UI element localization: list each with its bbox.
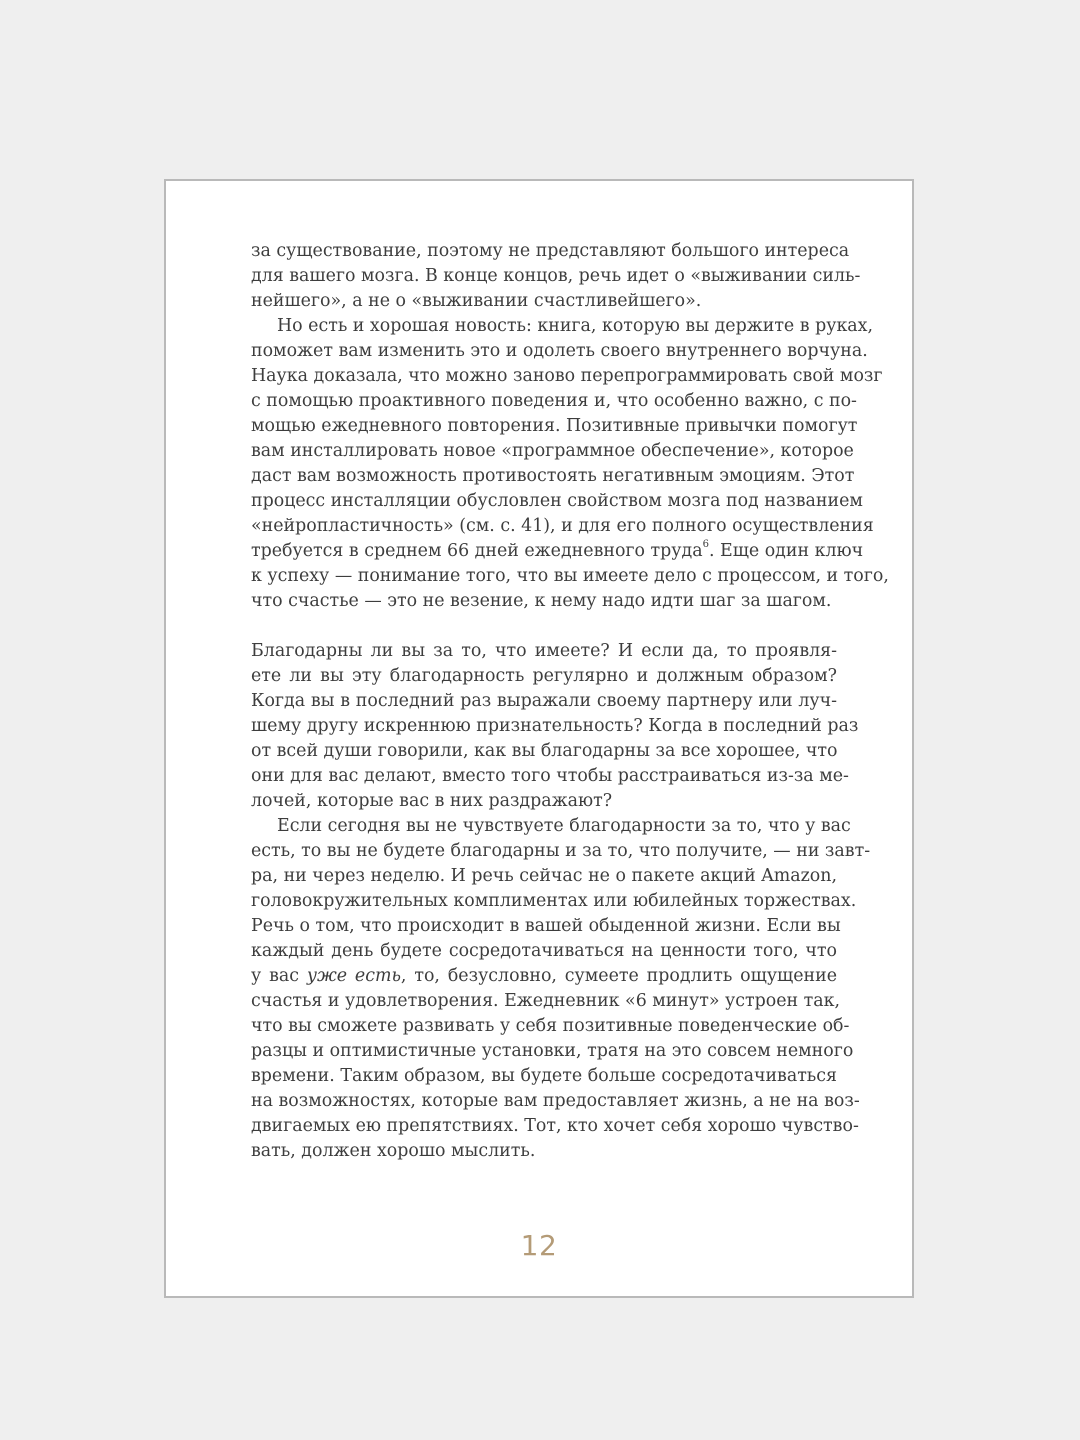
text-line: Если сегодня вы не чувствуете благодарности за то, что у вас: [277, 816, 851, 836]
text-line-with-italic: [251, 964, 837, 989]
text-line: счастья и удовлетворения. Ежедневник «6 минут» устроен так,: [251, 991, 841, 1011]
text-line: лочей, которые вас в них раздражают?: [251, 791, 613, 811]
page-body-text: [251, 239, 889, 1164]
text-line: процесс инсталляции обусловлен свойством мозга под названием: [251, 491, 863, 511]
text-line: головокружительных комплиментах или юбилейных торжествах.: [251, 891, 857, 911]
text-line: Благодарны ли вы за то, что имеете? И если да, то проявля-: [251, 641, 837, 661]
text-line-with-footnote: [251, 539, 864, 564]
text-line: мощью ежедневного повторения. Позитивные привычки помогут: [251, 416, 858, 436]
book-page: [164, 179, 914, 1298]
paragraph-2: [251, 314, 889, 614]
text-line: на возможностях, которые вам предоставляет жизнь, а не на воз-: [251, 1091, 860, 1111]
text-line: что вы сможете развивать у себя позитивные поведенческие об-: [251, 1016, 850, 1036]
paragraph-1: [251, 239, 861, 314]
text-line: ете ли вы эту благодарность регулярно и должным образом?: [251, 666, 837, 686]
text-line: шему другу искреннюю признательность? Когда в последний раз: [251, 716, 859, 736]
paragraph-gap: [251, 614, 837, 639]
text-line: вать, должен хорошо мыслить.: [251, 1141, 536, 1161]
text-line: Наука доказала, что можно заново перепрограммировать свой мозг: [251, 366, 883, 386]
text-line: что счастье — это не везение, к нему надо идти шаг за шагом.: [251, 591, 832, 611]
footnote-marker: 6: [702, 539, 709, 550]
text-fragment: требуется в среднем 66 дней ежедневного труда: [251, 541, 703, 561]
paragraph-3: [251, 639, 859, 814]
text-fragment: , то, безусловно, сумеете продлить ощущение: [400, 966, 837, 986]
text-line: разцы и оптимистичные установки, тратя на это совсем немного: [251, 1041, 854, 1061]
text-line: нейшего», а не о «выживании счастливейшего».: [251, 291, 702, 311]
text-line: «нейропластичность» (см. с. 41), и для его полного осуществления: [251, 516, 874, 536]
text-fragment: . Еще один ключ: [708, 541, 864, 561]
text-line: Но есть и хорошая новость: книга, которую вы держите в руках,: [277, 316, 874, 336]
text-line: они для вас делают, вместо того чтобы расстраиваться из-за ме-: [251, 766, 849, 786]
text-line: времени. Таким образом, вы будете больше сосредотачиваться: [251, 1066, 837, 1086]
text-line: поможет вам изменить это и одолеть своего внутреннего ворчуна.: [251, 341, 868, 361]
text-line: за существование, поэтому не представляют большого интереса: [251, 241, 850, 261]
page-number: 12: [520, 1229, 558, 1262]
text-line: двигаемых ею препятствиях. Тот, кто хочет себя хорошо чувство-: [251, 1116, 859, 1136]
text-line: от всей души говорили, как вы благодарны за все хорошее, что: [251, 741, 838, 761]
text-line: Речь о том, что происходит в вашей обыденной жизни. Если вы: [251, 916, 841, 936]
text-line: к успеху — понимание того, что вы имеете дело с процессом, и того,: [251, 566, 889, 586]
text-line: даст вам возможность противостоять негативным эмоциям. Этот: [251, 466, 855, 486]
italic-phrase: уже есть: [306, 966, 401, 986]
text-line: для вашего мозга. В конце концов, речь идет о «выживании силь-: [251, 266, 861, 286]
text-line: есть, то вы не будете благодарны и за то, что получите, — ни завт-: [251, 841, 871, 861]
text-line: каждый день будете сосредотачиваться на ценности того, что: [251, 941, 837, 961]
text-line: Когда вы в последний раз выражали своему партнеру или луч-: [251, 691, 837, 711]
text-line: ра, ни через неделю. И речь сейчас не о пакете акций Amazon,: [251, 866, 837, 886]
paragraph-4: [251, 814, 871, 1164]
text-line: с помощью проактивного поведения и, что особенно важно, с по-: [251, 391, 857, 411]
text-line: вам инсталлировать новое «программное обеспечение», которое: [251, 441, 854, 461]
text-fragment: у вас: [251, 966, 300, 986]
